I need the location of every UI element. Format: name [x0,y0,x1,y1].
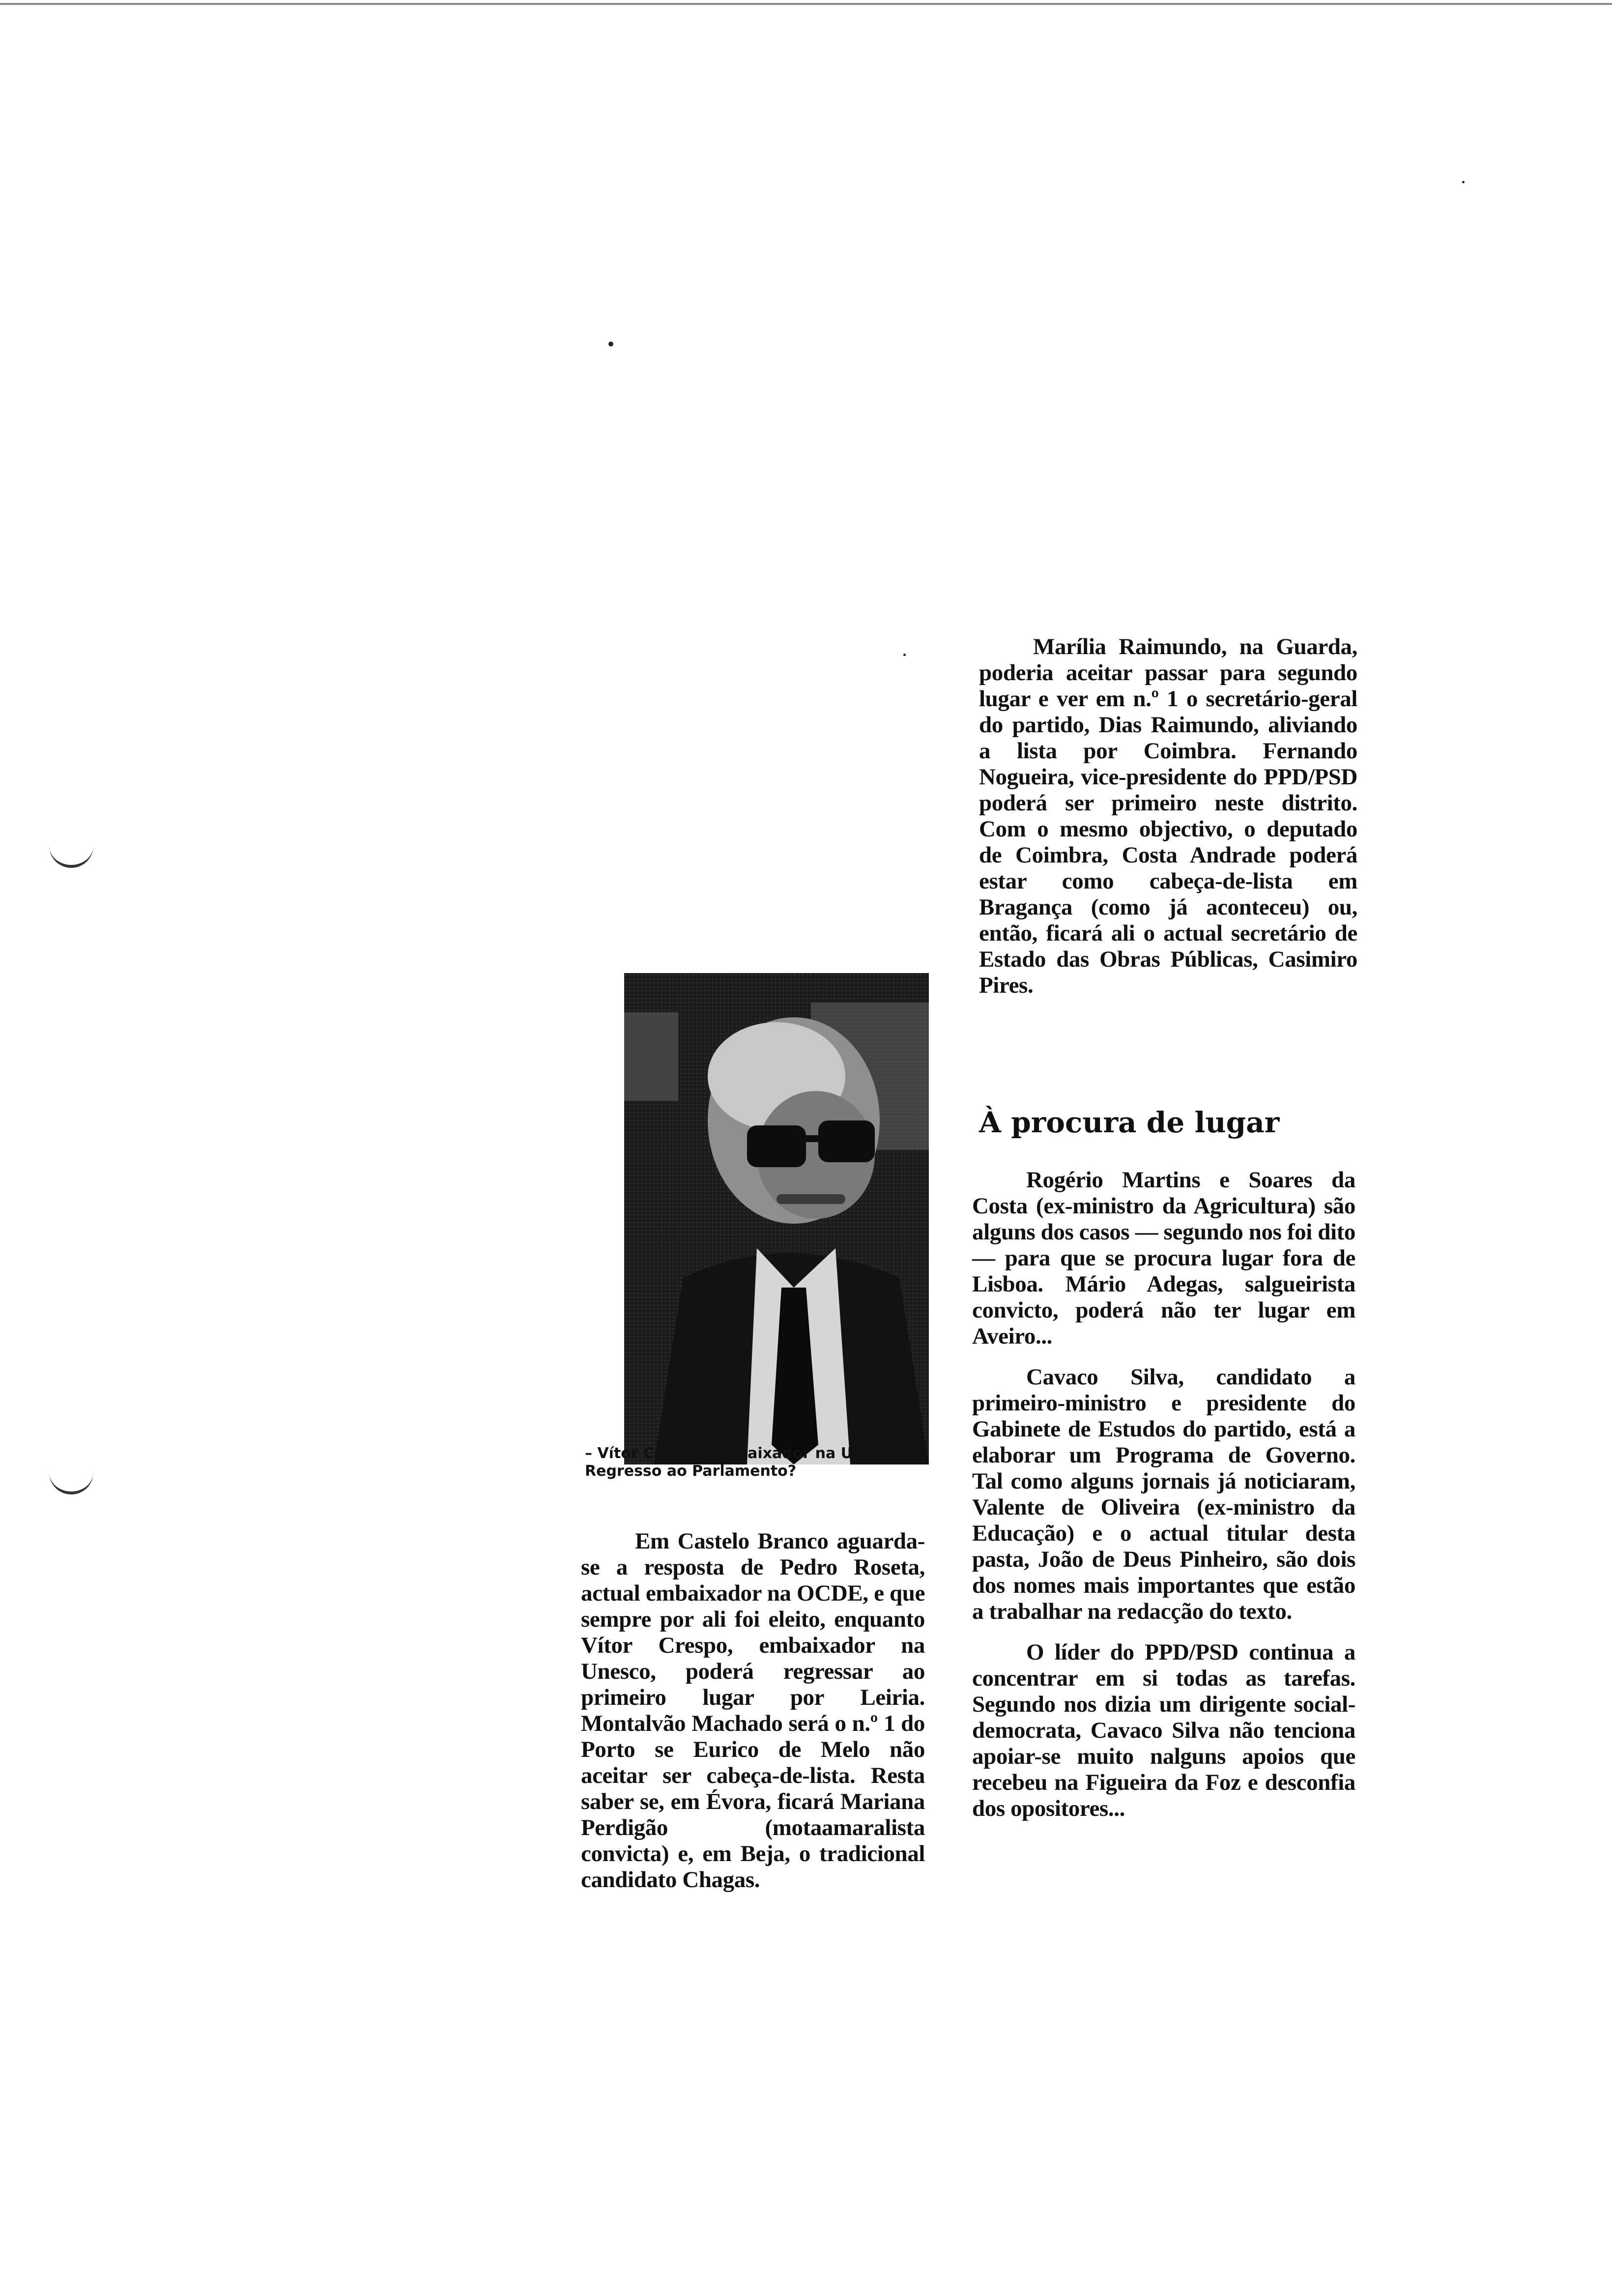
scan-speck [1462,181,1465,183]
portrait-photo [624,973,929,1464]
section-subheading: À procura de lugar [979,1106,1280,1139]
caption-line-1: Vítor Crespo, embaixador na Unesco [597,1445,901,1462]
scan-edge-line [0,3,1612,5]
binder-hole-mark [49,1472,93,1494]
photo-caption: – Vítor Crespo, embaixador na Unesco — Regresso ao Parlamento? [585,1445,968,1480]
paragraph: Marília Raimundo, na Guarda, poderia aceitar passar para segundo lugar e ver em n.º 1 o secretário-geral do partido, Dias Raimundo, aliviando a lista por Coimbra. Fernando Nogueira, vice-presidente do PPD/PSD poderá ser primeiro neste distrito. Com o mesmo objectivo, o deputado de Coimbra, Costa Andrade poderá estar como cabeça-de-lista em Bragança (como já aconteceu) ou, então, ficará ali o actual secretário de Estado das Obras Públicas, Casimiro Pires. [979,634,1357,998]
scan-speck [903,654,906,656]
article-column-right-top [979,634,1357,999]
caption-line-2: Regresso ao Parlamento? [585,1463,797,1480]
article-column-left [581,1528,925,1893]
article-column-right-bottom [972,1167,1355,1822]
binder-hole-mark [49,845,93,868]
paragraph: Cavaco Silva, candidato a primeiro-ministro e presidente do Gabinete de Estudos do partido, está a elaborar um Programa de Governo. Tal como alguns jornais já noticiaram, Valente de Oliveira (ex-ministro da Educação) e o actual titular desta pasta, João de Deus Pinheiro, são dois dos nomes mais importantes que estão a trabalhar na redacção do texto. [972,1364,1355,1624]
paragraph: O líder do PPD/PSD continua a concentrar em si todas as tarefas. Segundo nos dizia um dirigente social-democrata, Cavaco Silva não tenciona apoiar-se muito nalguns apoios que recebeu na Figueira da Foz e desconfia dos opositores... [972,1639,1355,1821]
paragraph: Em Castelo Branco aguarda-se a resposta de Pedro Roseta, actual embaixador na OCDE, e que sempre por ali foi eleito, enquanto Vítor Crespo, embaixador na Unesco, poderá regressar ao primeiro lugar por Leiria. Montalvão Machado será o n.º 1 do Porto se Eurico de Melo não aceitar ser cabeça-de-lista. Resta saber se, em Évora, ficará Mariana Perdigão (motaamaralista convicta) e, em Beja, o tradicional candidato Chagas. [581,1528,925,1893]
scan-speck [608,342,613,346]
paragraph: Rogério Martins e Soares da Costa (ex-ministro da Agricultura) são alguns dos casos — segundo nos foi dito — para que se procura lugar fora de Lisboa. Mário Adegas, salgueirista convicto, poderá não ter lugar em Aveiro... [972,1167,1355,1349]
